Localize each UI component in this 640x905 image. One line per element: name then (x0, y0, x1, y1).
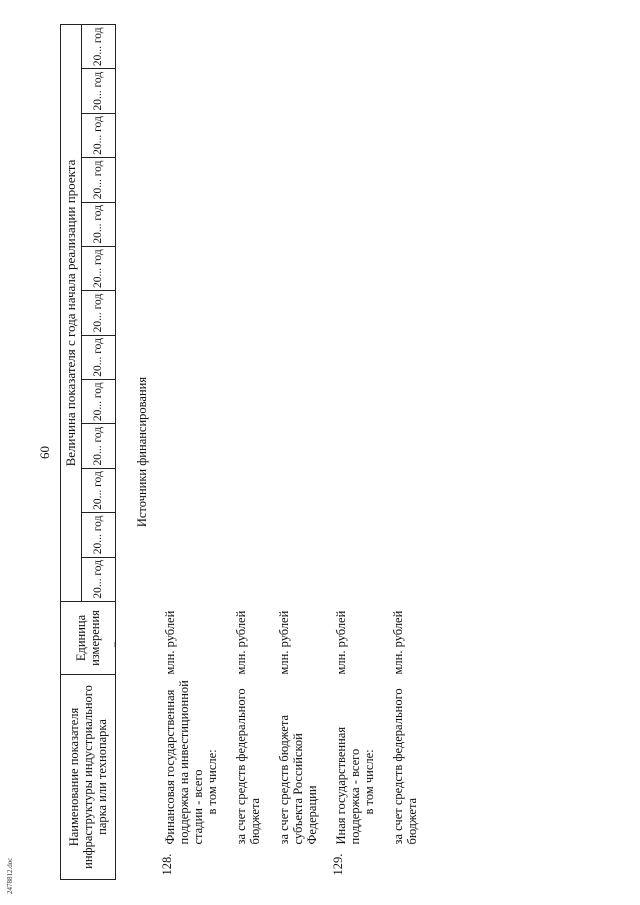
row-name (160, 674, 231, 844)
row-values-empty (160, 25, 231, 602)
row-number: 128. (160, 853, 174, 876)
row-name (274, 674, 331, 844)
row-values-empty (231, 25, 274, 602)
table-row (160, 25, 231, 880)
row-name (231, 674, 274, 844)
header-indicator-name: Наименование показателя инфраструктуры индустриального парка или технопарка (61, 674, 116, 879)
table-row (231, 25, 274, 880)
row-number (274, 845, 331, 880)
row-name-text: за счет средств федерального бюджета (391, 688, 419, 845)
row-name-text: Иная государственная поддержка - всего (334, 726, 362, 845)
row-unit: млн. рублей (234, 610, 248, 675)
table-row (331, 25, 388, 880)
indicators-table (60, 24, 431, 880)
header-year: 20... год (81, 291, 115, 335)
header-year: 20... год (81, 424, 115, 468)
header-year: 20... год (81, 468, 115, 512)
section-title-row (116, 25, 161, 880)
section-title-sources: Источники финансирования (135, 376, 149, 528)
row-name-text: Финансовая государственная поддержка на инвестиционной стадии - всего (163, 680, 205, 845)
row-number (231, 845, 274, 880)
row-values-empty (331, 25, 388, 602)
header-year: 20... год (81, 25, 115, 69)
row-unit: млн. рублей (163, 610, 177, 675)
row-unit: млн. рублей (277, 610, 291, 675)
row-number: 129. (331, 853, 345, 876)
row-number (388, 845, 431, 880)
table-row (388, 25, 431, 880)
row-name (388, 674, 431, 844)
row-subnote: в том числе: (362, 749, 376, 815)
header-value-group: Величина показателя с года начала реализации проекта (61, 25, 82, 602)
rotated-page-content (37, 25, 560, 880)
header-year: 20... год (81, 380, 115, 424)
header-row-top (61, 25, 82, 880)
header-year: 20... год (81, 113, 115, 157)
row-unit: млн. рублей (334, 610, 348, 675)
row-name (331, 674, 388, 844)
header-year: 20... год (81, 335, 115, 379)
row-name-text: за счет средств бюджета субъекта Российской Федерации (277, 714, 319, 845)
header-year: 20... год (81, 557, 115, 601)
page-number: 60 (37, 446, 52, 459)
row-subnote: в том числе: (205, 749, 219, 815)
document-footer-filename: 2478812.doc (6, 857, 14, 894)
header-year: 20... год (81, 246, 115, 290)
table-row (274, 25, 331, 880)
header-unit: Единица измерения (61, 601, 116, 674)
header-year: 20... год (81, 202, 115, 246)
row-values-empty (388, 25, 431, 602)
row-name-text: за счет средств федерального бюджета (234, 688, 262, 845)
row-unit: млн. рублей (391, 610, 405, 675)
header-year: 20... год (81, 158, 115, 202)
header-year: 20... год (81, 69, 115, 113)
row-values-empty (274, 25, 331, 602)
header-year: 20... год (81, 513, 115, 557)
